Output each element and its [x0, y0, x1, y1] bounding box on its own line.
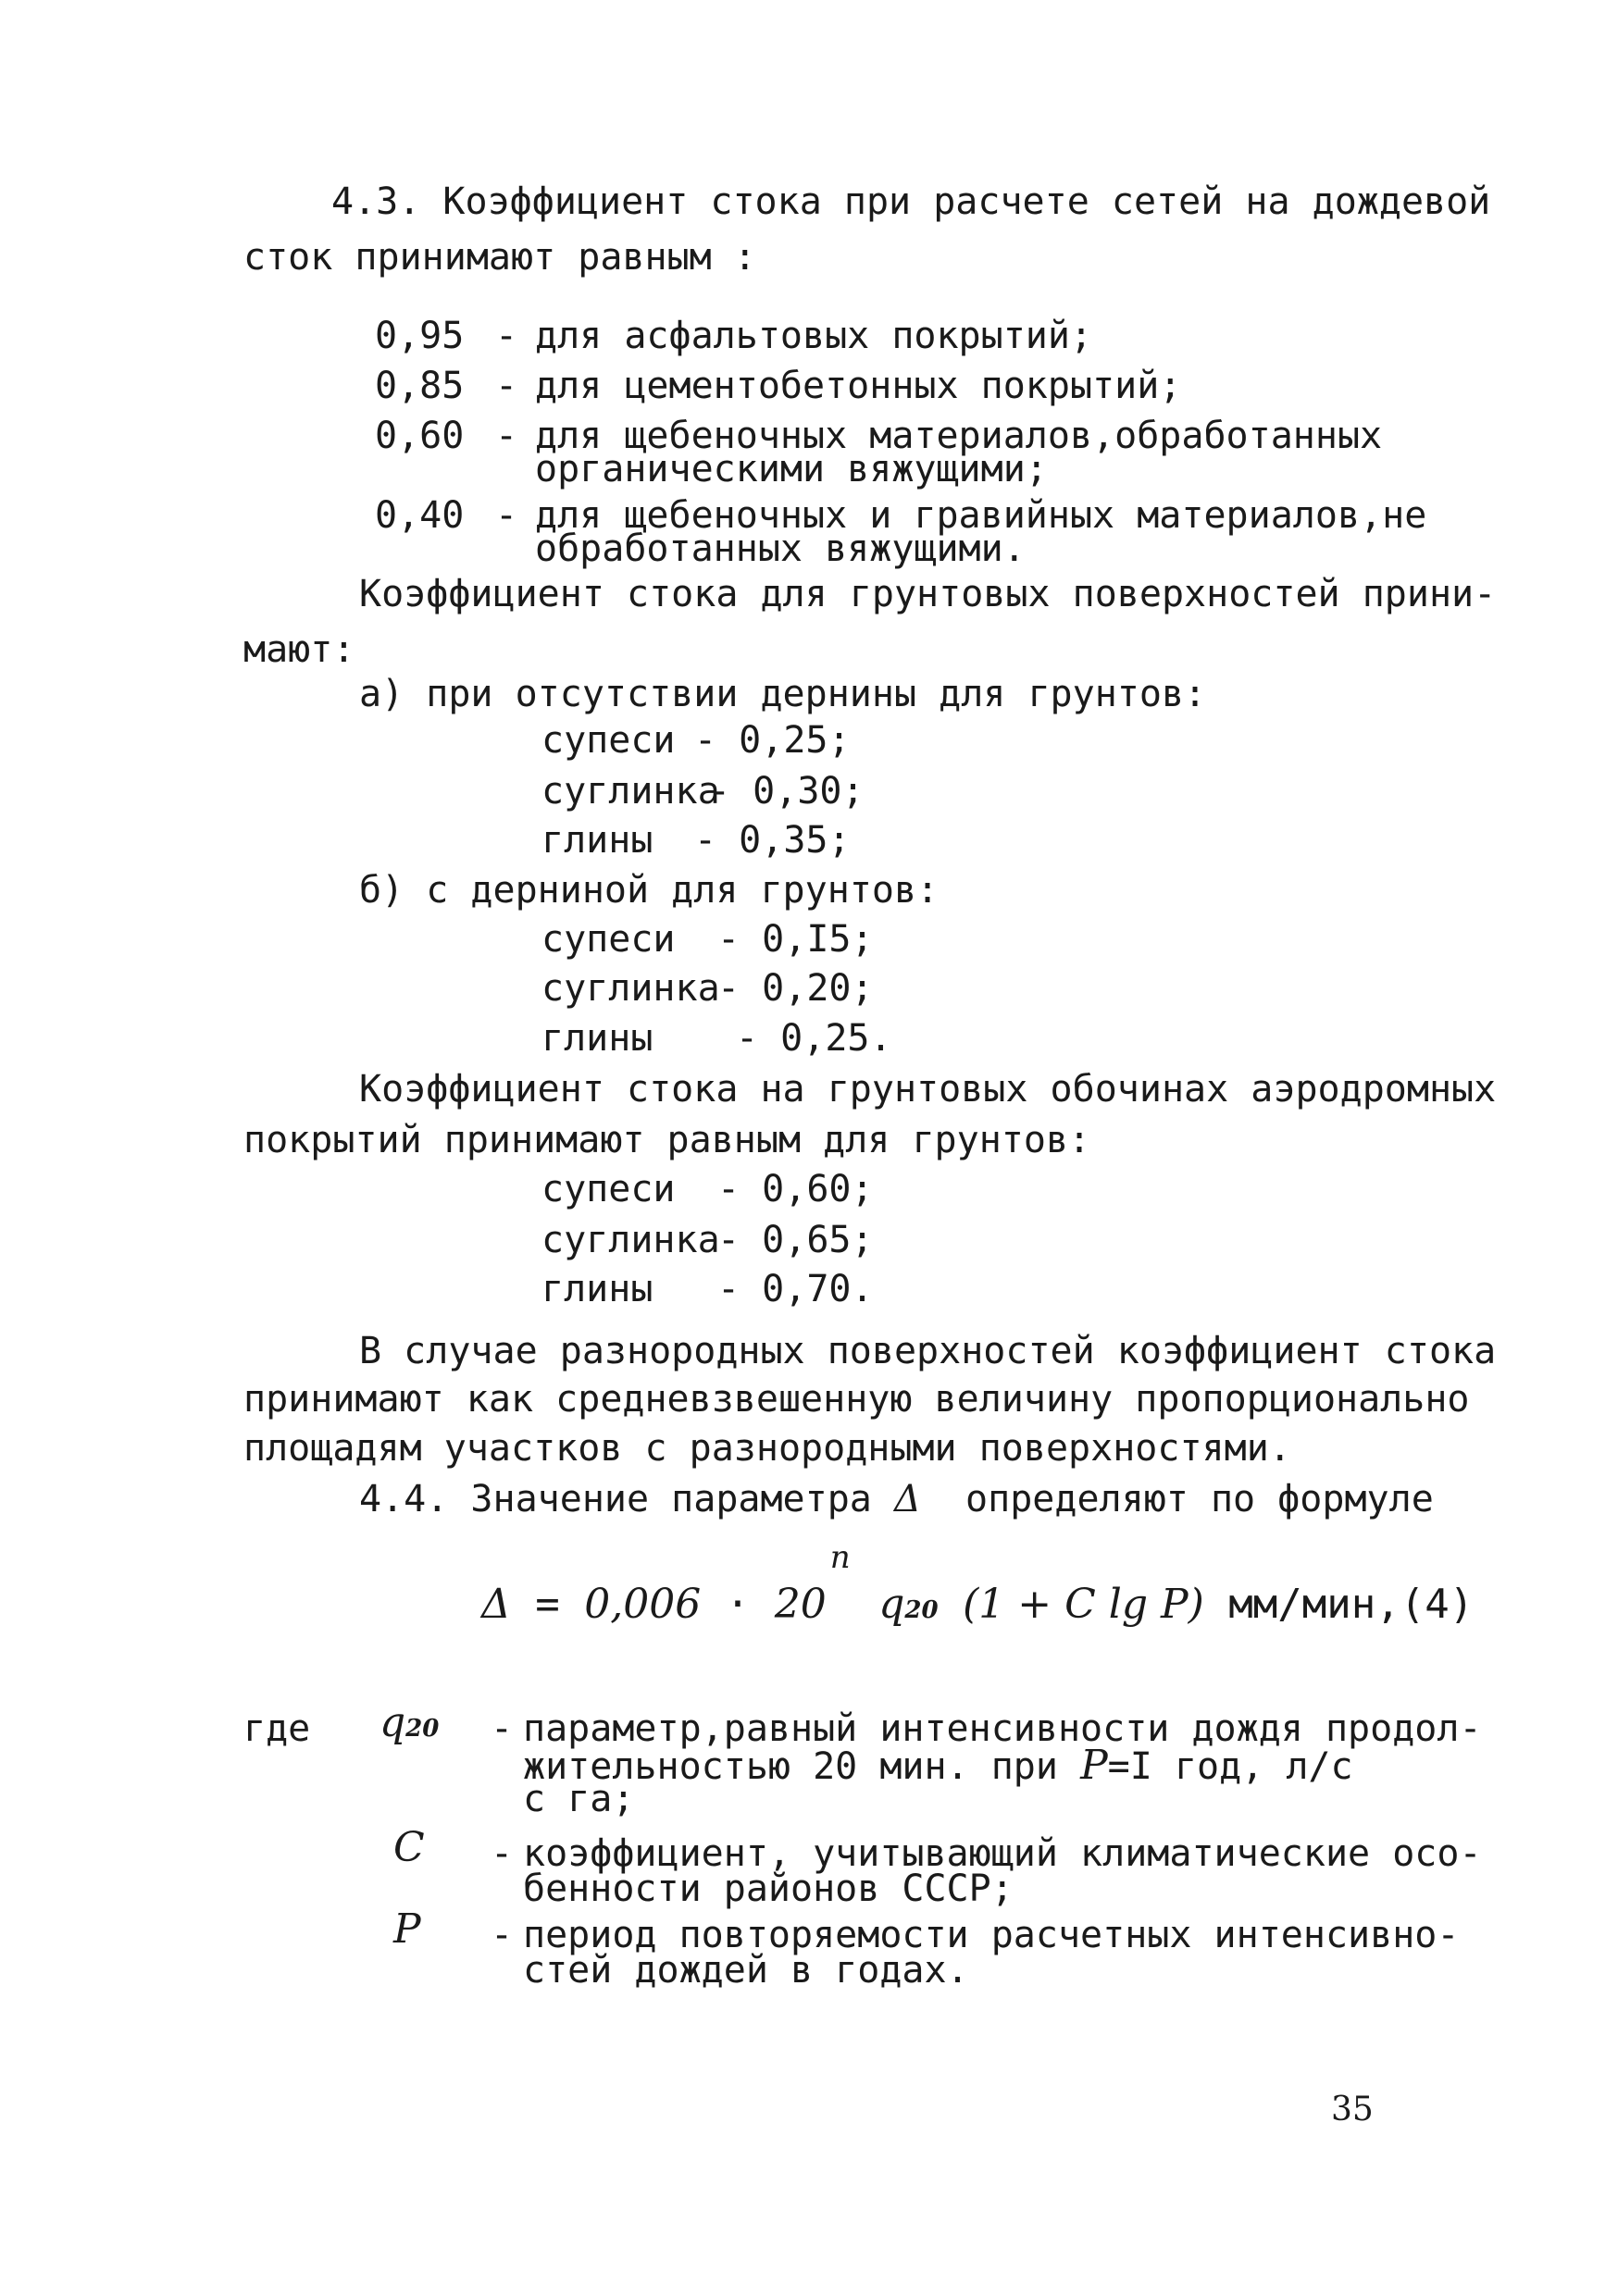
definition-line-1: параметр,равный интенсивности дождя продол-: [523, 1707, 1482, 1750]
coefficient-value: 0,60: [375, 415, 465, 457]
soil-value: - 0,20;: [717, 967, 874, 1010]
coefficient-description-continued: органическими вяжущими;: [535, 448, 1048, 490]
definition-line-2-text: жительностью 20 мин. при: [523, 1745, 1058, 1788]
coefficient-value: 0,95: [375, 315, 465, 357]
coefficient-value: 0,85: [375, 365, 465, 407]
shoulder-intro-line-2: покрытий принимают равным для грунтов:: [243, 1119, 1091, 1161]
soil-name: супеси: [541, 918, 676, 961]
definition-symbol: P: [393, 1905, 421, 1953]
page-number: 35: [1331, 2091, 1374, 2128]
soil-name: глины: [541, 1268, 653, 1310]
definition-line-2-symbol: P: [1080, 1742, 1108, 1789]
where-label: где: [243, 1707, 311, 1750]
soil-name: супеси: [541, 1168, 676, 1210]
symbol-q-subscript: 20: [405, 1715, 440, 1743]
definition-line-2-rest: =I год, л/с: [1107, 1745, 1353, 1788]
formula-parenthesis-term: (1 + C lg P): [963, 1581, 1204, 1628]
formula-equals: =: [535, 1581, 560, 1628]
soil-value: - 0,25.: [736, 1017, 892, 1060]
coefficient-dash: -: [495, 494, 518, 537]
mixed-surface-line-3: площадям участков с разнородными поверхностями.: [243, 1427, 1291, 1470]
soil-name: глины: [541, 1017, 653, 1060]
soil-name: суглинка: [541, 967, 720, 1010]
formula-q-subscript: 20: [904, 1596, 939, 1624]
formula-coefficient: 0,006: [584, 1581, 702, 1628]
soil-value: - 0,35;: [694, 819, 851, 862]
definition-symbol: C: [393, 1824, 425, 1871]
soil-name: суглинка: [541, 1219, 720, 1261]
soil-value: - 0,25;: [694, 719, 851, 762]
section-4-4-intro-suffix: определяют по формуле: [965, 1478, 1434, 1520]
formula-dot: ·: [725, 1581, 751, 1628]
definition-line-3: с га;: [523, 1778, 635, 1820]
soil-value: - 0,30;: [708, 770, 865, 813]
turf-heading: б) с дерниной для грунтов:: [359, 869, 940, 912]
coefficient-description: для щебеночных и гравийных материалов,не: [535, 494, 1427, 537]
soil-value: - 0,60;: [717, 1168, 874, 1210]
section-4-3-intro-line-1: 4.3. Коэффициент стока при расчете сетей на дождевой: [331, 180, 1491, 223]
section-4-4-intro: [359, 1478, 1434, 1520]
coefficient-value: 0,40: [375, 494, 465, 537]
soil-value: - 0,I5;: [717, 918, 874, 961]
definition-line-1: коэффициент, учитывающий климатические осо-: [523, 1832, 1482, 1875]
definition-dash: -: [491, 1832, 514, 1875]
coefficient-description: для цементобетонных покрытий;: [535, 365, 1182, 407]
coefficient-dash: -: [495, 315, 518, 357]
definition-symbol: [380, 1699, 440, 1746]
soil-value: - 0,65;: [717, 1219, 874, 1261]
mixed-surface-line-2: принимают как средневзвешенную величину пропорционально: [243, 1378, 1470, 1421]
coefficient-dash: -: [495, 365, 518, 407]
coefficient-description: для асфальтовых покрытий;: [535, 315, 1093, 357]
formula-lhs: Δ: [481, 1581, 511, 1628]
definition-line-2: бенности районов СССР;: [523, 1868, 1014, 1910]
coefficient-description-continued: обработанных вяжущими.: [535, 527, 1026, 570]
soil-intro-line-2: мают:: [243, 628, 355, 671]
soil-name: глины: [541, 819, 653, 862]
formula-base: 20: [774, 1581, 827, 1628]
soil-value: - 0,70.: [717, 1268, 874, 1310]
soil-intro-line-1: Коэффициент стока для грунтовых поверхностей прини-: [359, 573, 1497, 615]
definition-line-2: стей дождей в годах.: [523, 1949, 969, 1992]
soil-name: супеси: [541, 719, 676, 762]
section-4-3-intro-line-2: сток принимают равным :: [243, 236, 756, 279]
section-4-4-intro-prefix: 4.4. Значение параметра: [359, 1478, 872, 1520]
definition-line-2: [523, 1742, 1353, 1789]
soil-name: суглинка: [541, 770, 720, 813]
shoulder-intro-line-1: Коэффициент стока на грунтовых обочинах аэродромных: [359, 1068, 1497, 1111]
symbol-q: q: [380, 1699, 406, 1746]
no-turf-heading: а) при отсутствии дернины для грунтов:: [359, 673, 1207, 715]
coefficient-description: для щебеночных материалов,обработанных: [535, 415, 1383, 457]
mixed-surface-line-1: В случае разнородных поверхностей коэффициент стока: [359, 1330, 1497, 1372]
formula-q: q: [878, 1581, 905, 1628]
definition-line-1: период повторяемости расчетных интенсивно-: [523, 1914, 1460, 1956]
formula-units: мм/мин,: [1228, 1581, 1400, 1628]
definition-dash: -: [491, 1914, 514, 1956]
formula-number: (4): [1400, 1581, 1475, 1628]
formula-4: [481, 1539, 1475, 1628]
coefficient-dash: -: [495, 415, 518, 457]
formula-exponent: n: [829, 1539, 851, 1576]
delta-symbol: Δ: [893, 1478, 921, 1520]
definition-dash: -: [491, 1707, 514, 1750]
